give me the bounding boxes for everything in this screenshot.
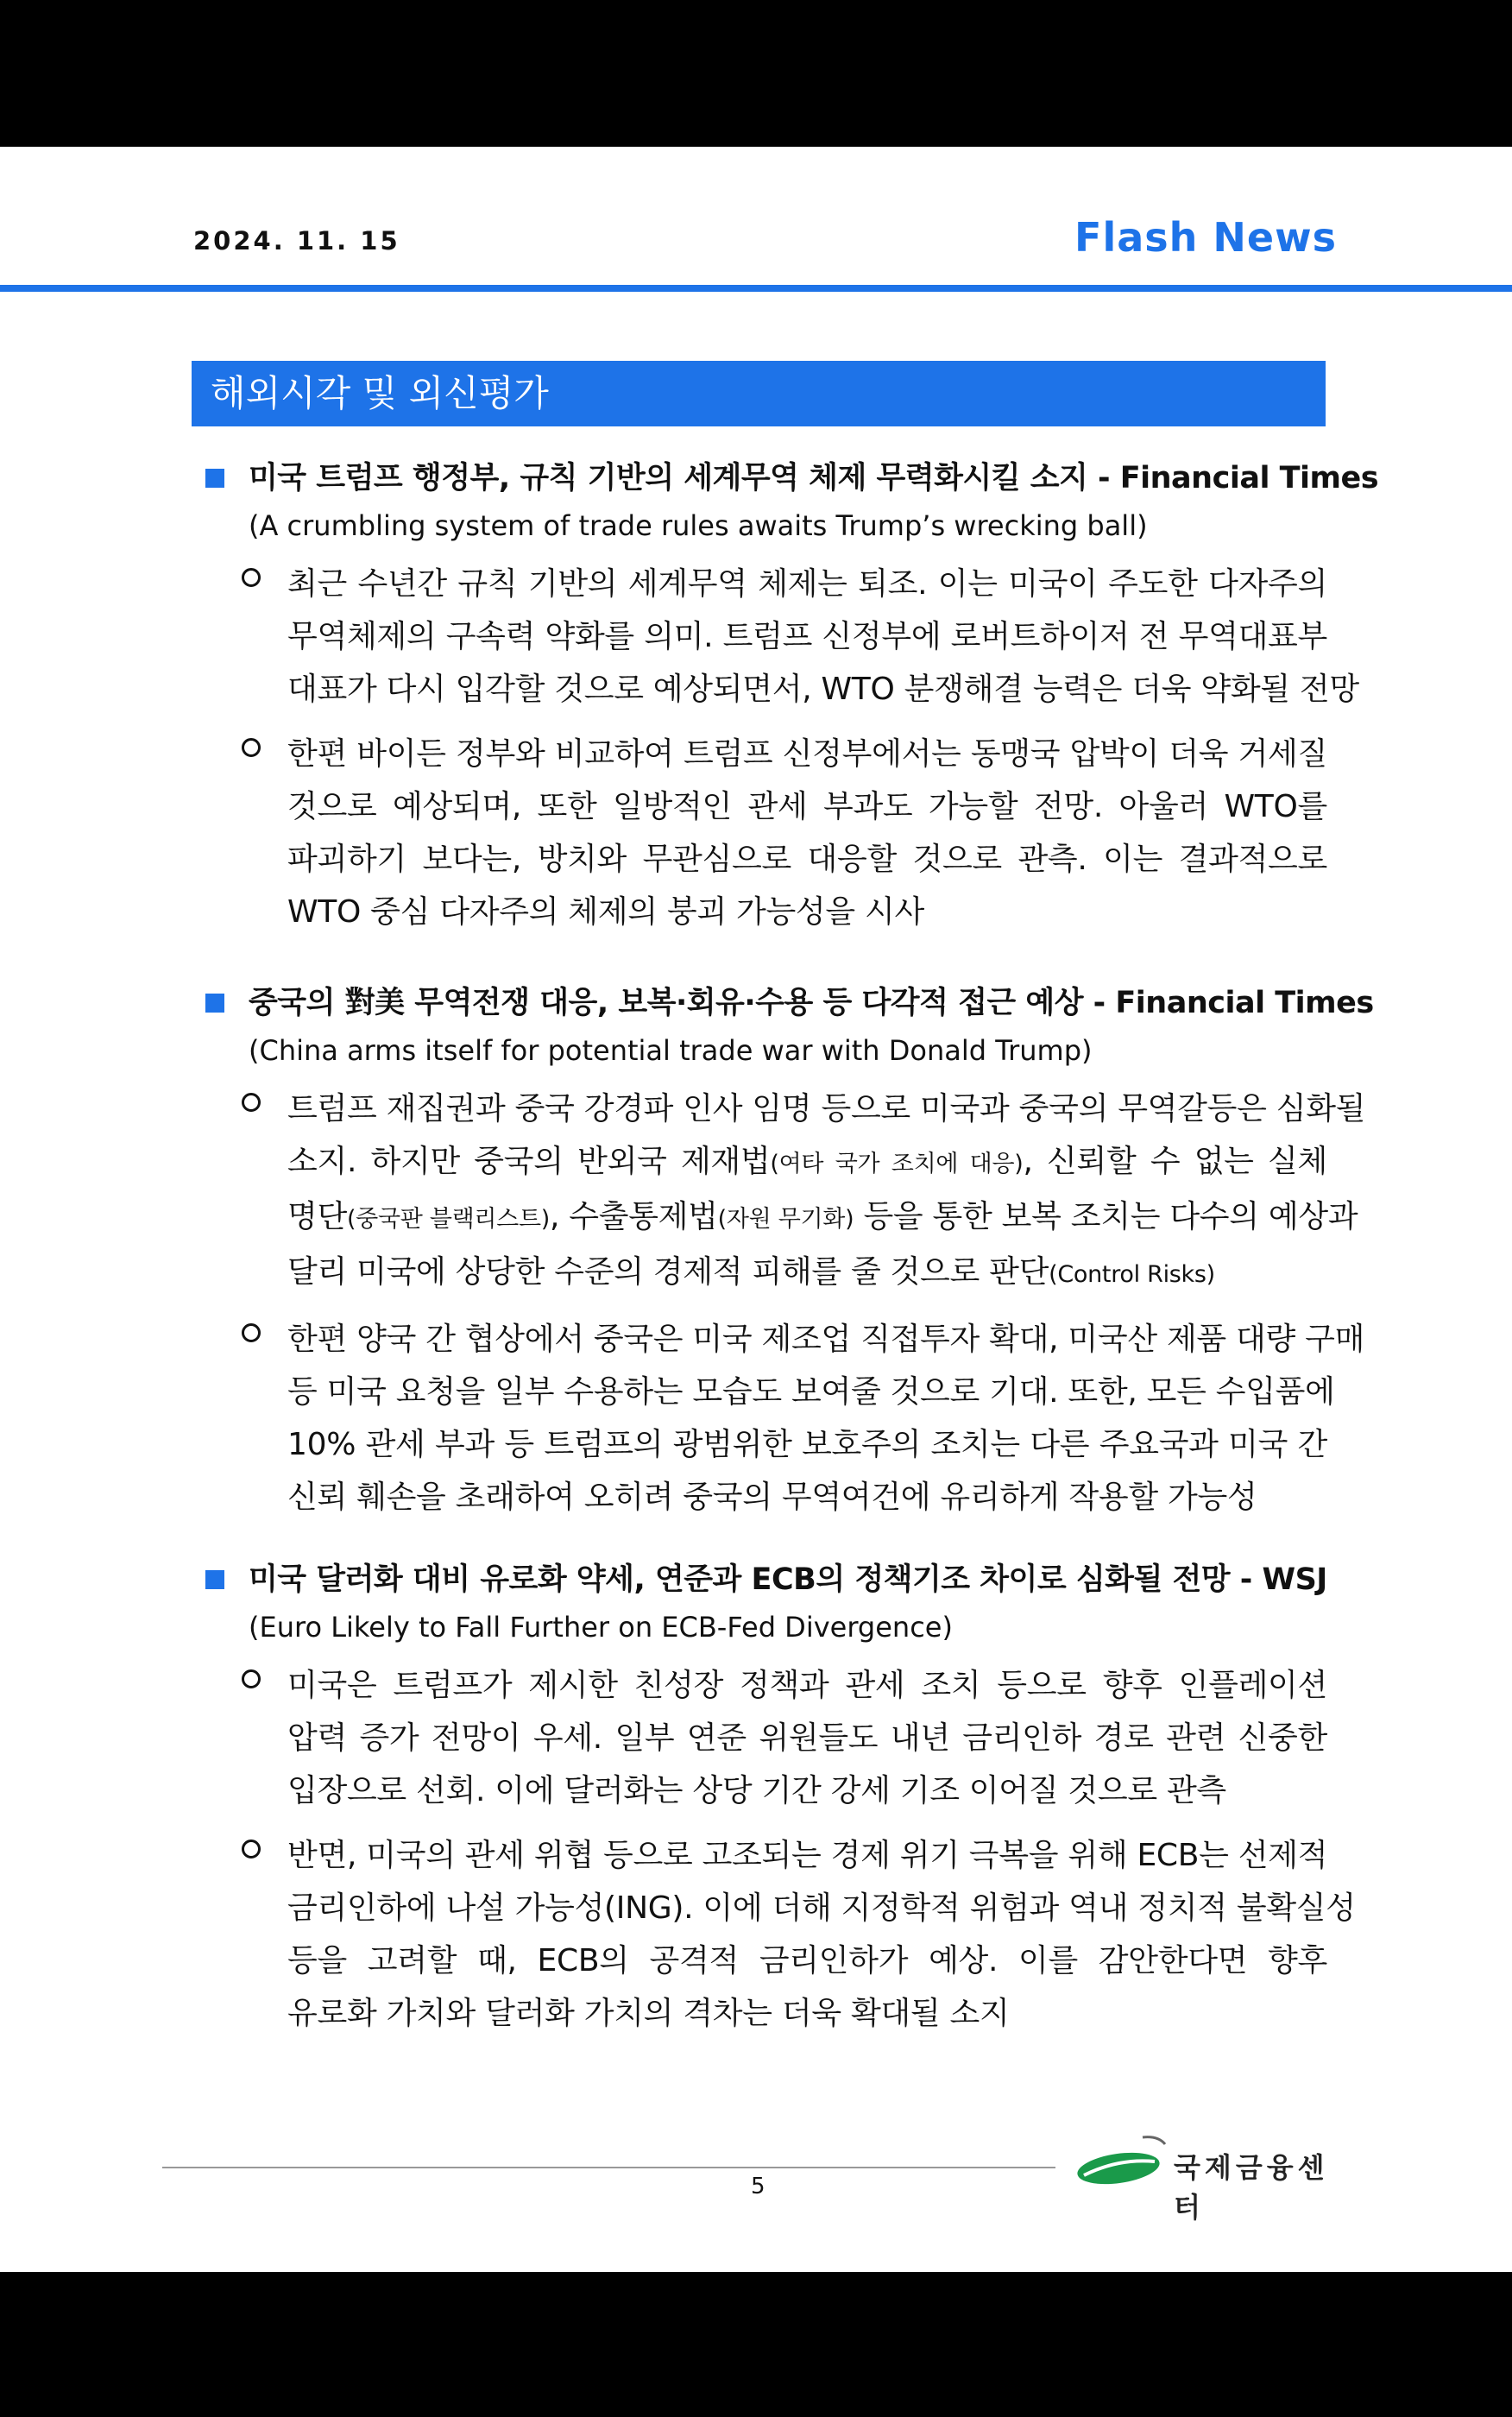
circle-bullet-icon [242,568,261,587]
section-english-title: (Euro Likely to Fall Further on ECB-Fed Divergence) [249,1611,953,1644]
news-section-3 [205,1559,1356,2040]
leaf-logo-icon [1075,2132,1170,2193]
page-number: 5 [751,2174,765,2199]
circle-bullet-icon [242,738,261,757]
section-heading: 중국의 對美 무역전쟁 대응, 보복·회유·수용 등 다각적 접근 예상 - Financial Times [205,982,1327,1024]
news-section-2 [205,982,1374,1524]
bullet-item: 최근 수년간 규칙 기반의 세계무역 체제는 퇴조. 이는 미국이 주도한 다자주의 무역체제의 구속력 약화를 의미. 트럼프 신정부에 로버트하이저 전 무역대표부 대표가 다시 입각할 것으로 예상되면서, WTO 분쟁해결 능력은 더욱 약화될 전망 [205,558,1327,716]
report-date: 2024. 11. 15 [193,226,400,256]
bullet-item: 트럼프 재집권과 중국 강경파 인사 임명 등으로 미국과 중국의 무역갈등은 심화될 소지. 하지만 중국의 반외국 제재법(여타 국가 조치에 대응), 신뢰할 수 없는 실체 명단(중국판 블랙리스트), 수출통제법(자원 무기화) 등을 통한 보복 조치는 다수의 예상과 달리 미국에 상당한 수준의 경제적 피해를 줄 것으로 판단(Control Risks) [205,1082,1327,1301]
news-section-1 [205,458,1379,938]
organization-logo [1075,2132,1351,2224]
bullet-item: 미국은 트럼프가 제시한 친성장 정책과 관세 조치 등으로 향후 인플레이션 압력 증가 전망이 우세. 일부 연준 위원들도 내년 금리인하 경로 관련 신중한 입장으로 선회. 이에 달러화는 상당 기간 강세 기조 이어질 것으로 관측 [205,1659,1327,1817]
logo-text: 국제금융센터 [1174,2151,1329,2224]
circle-bullet-icon [242,1840,261,1859]
footer-rule [162,2167,1055,2168]
section-heading: 미국 달러화 대비 유로화 약세, 연준과 ECB의 정책기조 차이로 심화될 전망 - WSJ [205,1559,1327,1600]
square-bullet-icon [205,1570,224,1589]
header-rule [0,285,1512,292]
bullet-item: 한편 바이든 정부와 비교하여 트럼프 신정부에서는 동맹국 압박이 더욱 거세질 것으로 예상되며, 또한 일방적인 관세 부과도 가능할 전망. 아울러 WTO를 파괴하기 보다는, 방치와 무관심으로 대응할 것으로 관측. 이는 결과적으로 WTO 중심 다자주의 체제의 붕괴 가능성을 시사 [205,728,1327,938]
circle-bullet-icon [242,1669,261,1688]
section-english-title: (A crumbling system of trade rules awaits Trump’s wrecking ball) [249,509,1148,542]
square-bullet-icon [205,469,224,488]
bullet-item: 반면, 미국의 관세 위협 등으로 고조되는 경제 위기 극복을 위해 ECB는 선제적 금리인하에 나설 가능성(ING). 이에 더해 지정학적 위험과 역내 정치적 불확실성 등을 고려할 때, ECB의 공격적 금리인하가 예상. 이를 감안한다면 향후 유로화 가치와 달러화 가치의 격차는 더욱 확대될 소지 [205,1829,1327,2040]
section-english-title: (China arms itself for potential trade war with Donald Trump) [249,1034,1093,1067]
section-banner: 해외시각 및 외신평가 [192,361,1326,426]
bullet-item: 한편 양국 간 협상에서 중국은 미국 제조업 직접투자 확대, 미국산 제품 대량 구매 등 미국 요청을 일부 수용하는 모습도 보여줄 것으로 기대. 또한, 모든 수입품에 10% 관세 부과 등 트럼프의 광범위한 보호주의 조치는 다른 주요국과 미국 간 신뢰 훼손을 초래하여 오히려 중국의 무역여건에 유리하게 작용할 가능성 [205,1313,1327,1524]
square-bullet-icon [205,994,224,1013]
circle-bullet-icon [242,1323,261,1342]
circle-bullet-icon [242,1093,261,1112]
document-page [0,147,1512,2272]
section-heading: 미국 트럼프 행정부, 규칙 기반의 세계무역 체제 무력화시킬 소지 - Financial Times [205,458,1327,499]
brand-title: Flash News [1074,214,1337,261]
